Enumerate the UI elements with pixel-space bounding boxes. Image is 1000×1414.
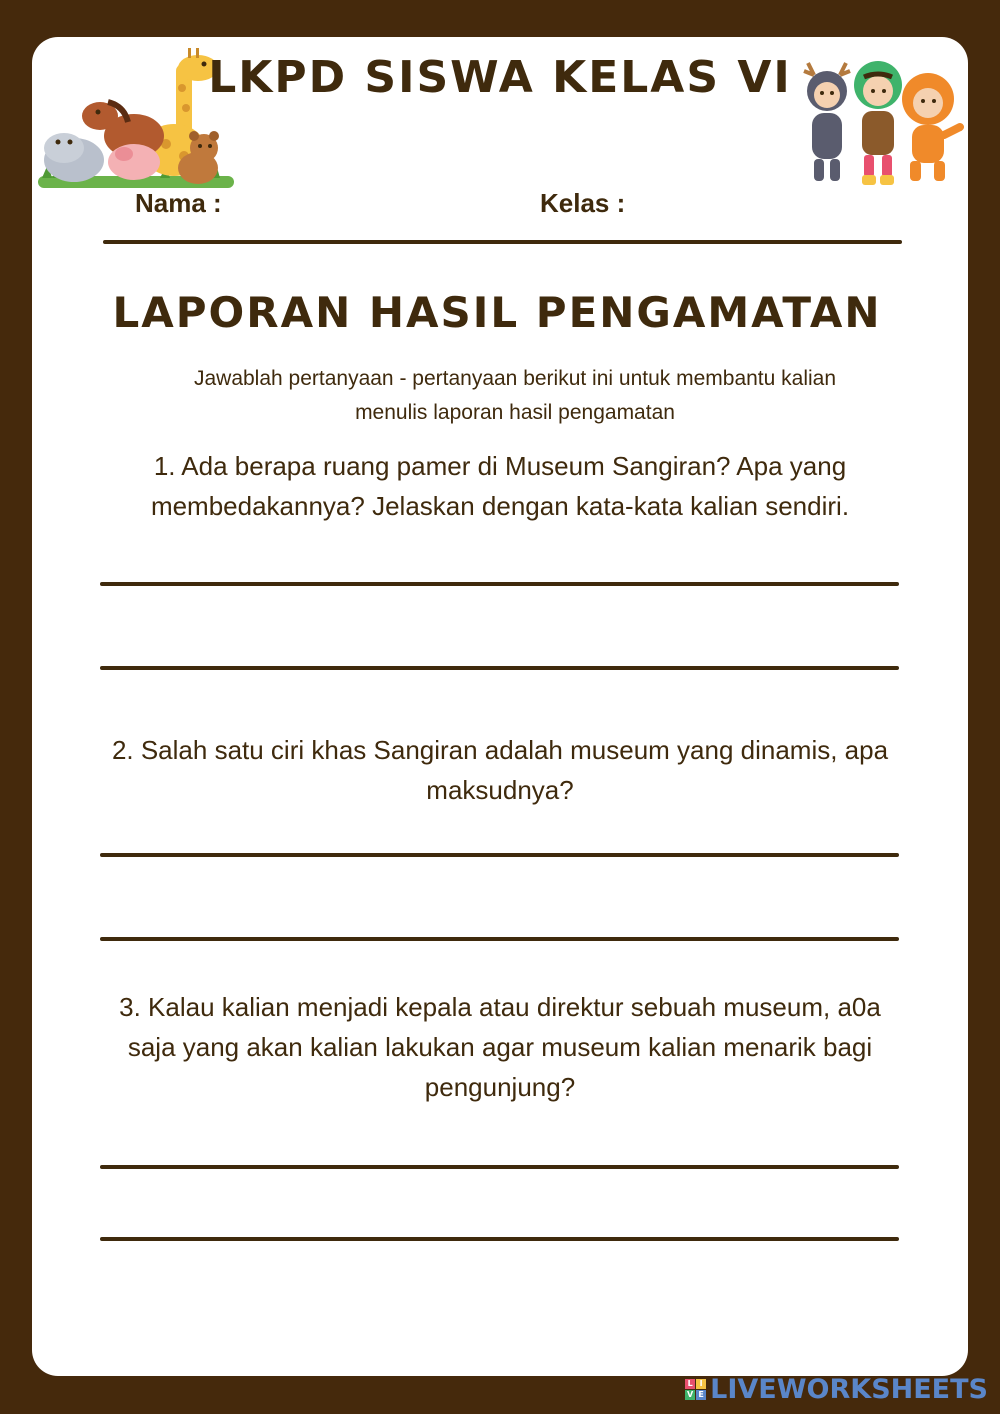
question-3-line-1: 3. Kalau kalian menjadi kepala atau direktur sebuah museum, a0a [119,992,881,1022]
question-1-line-1: 1. Ada berapa ruang pamer di Museum Sangiran? Apa yang [153,451,847,481]
liveworksheets-watermark[interactable] [685,1374,988,1405]
watermark-text: LIVEWORKSHEETS [710,1374,988,1405]
question-1 [60,446,940,526]
answer-line-2b[interactable] [100,937,899,941]
question-1-line-2: membedakannya? Jelaskan dengan kata-kata kalian sendiri. [150,491,850,521]
question-3-line-3: pengunjung? [424,1072,576,1102]
answer-line-3a[interactable] [100,1165,899,1169]
header-divider [103,240,902,244]
instruction-line-1: Jawablah pertanyaan - pertanyaan berikut ini untuk membantu kalian [193,367,837,390]
question-2 [60,730,940,810]
worksheet-card [32,37,968,1376]
class-label: Kelas : [540,188,626,218]
question-2-line-2: maksudnya? [426,775,574,805]
answer-line-1a[interactable] [100,582,899,586]
name-label: Nama : [135,188,222,218]
section-heading: LAPORAN HASIL PENGAMATAN [112,288,882,337]
instruction-line-2: menulis laporan hasil pengamatan [355,401,675,424]
answer-line-1b[interactable] [100,666,899,670]
question-3-line-2: saja yang akan kalian lakukan agar museum kalian menarik bagi [127,1032,873,1062]
question-3 [60,987,940,1107]
question-2-line-1: 2. Salah satu ciri khas Sangiran adalah museum yang dinamis, apa [111,735,889,765]
answer-line-3b[interactable] [100,1237,899,1241]
liveworksheets-logo-icon: L I V E [685,1379,706,1400]
worksheet-title: LKPD SISWA KELAS VI [208,52,792,103]
instruction-text [110,362,920,430]
answer-line-2a[interactable] [100,853,899,857]
